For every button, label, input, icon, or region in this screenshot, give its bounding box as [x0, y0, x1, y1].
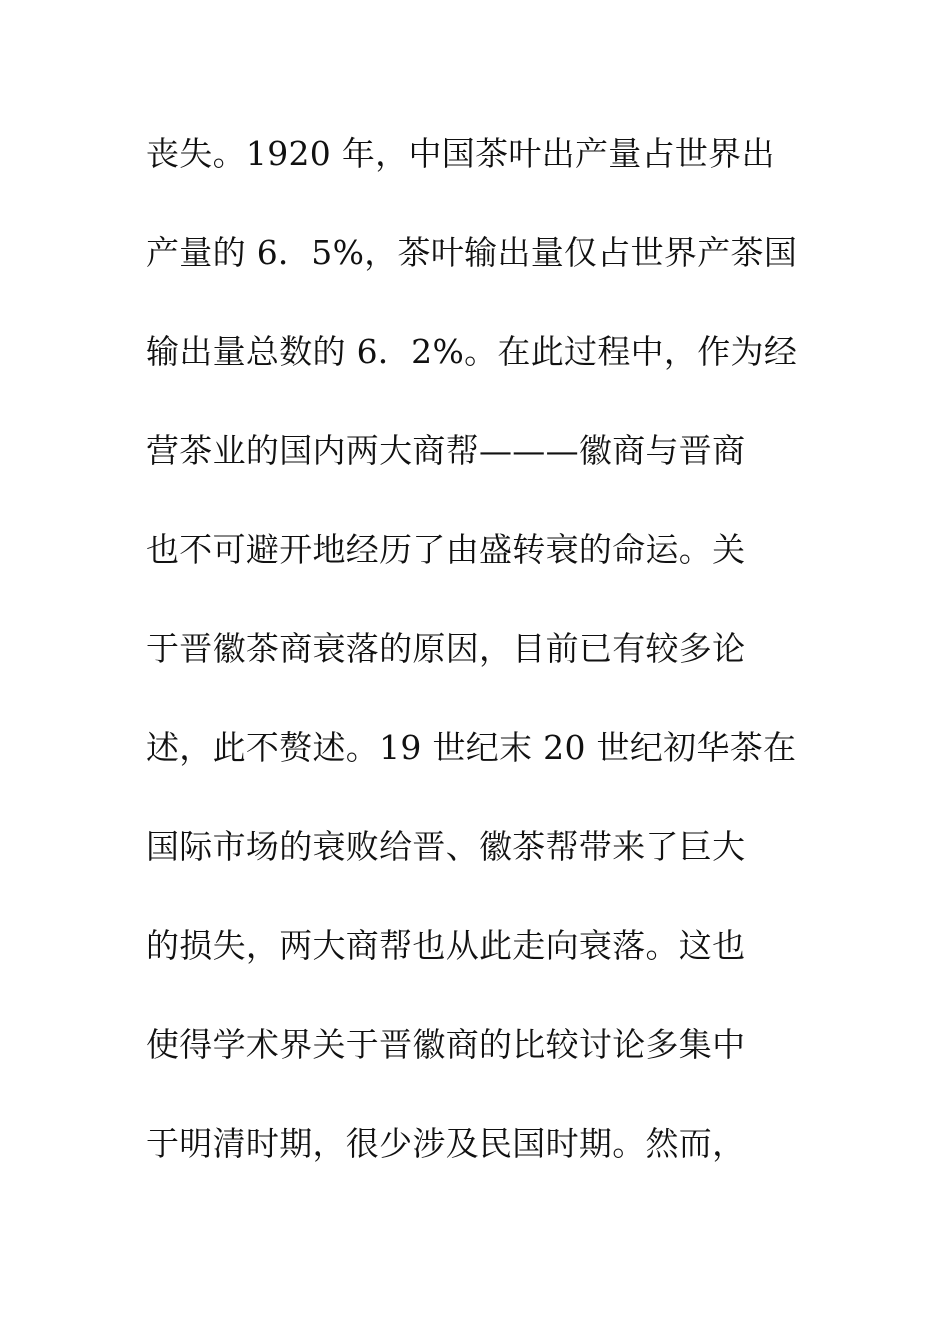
text-line-1: 丧失。1920 年，中国茶叶出产量占世界出 [146, 134, 775, 173]
text-line-4: 营茶业的国内两大商帮———徽商与晋商 [146, 431, 746, 470]
text-line-7: 述，此不赘述。19 世纪末 20 世纪初华茶在 [146, 728, 797, 767]
text-line-11: 于明清时期，很少涉及民国时期。然而， [146, 1124, 746, 1163]
text-line-2: 产量的 6．5%，茶叶输出量仅占世界产茶国 [146, 233, 798, 272]
text-line-9: 的损失，两大商帮也从此走向衰落。这也 [146, 926, 746, 965]
text-line-3: 输出量总数的 6．2%。在此过程中，作为经 [146, 332, 798, 371]
body-text [146, 128, 826, 1217]
text-line-10: 使得学术界关于晋徽商的比较讨论多集中 [146, 1025, 746, 1064]
text-line-5: 也不可避开地经历了由盛转衰的命运。关 [146, 530, 746, 569]
text-line-8: 国际市场的衰败给晋、徽茶帮带来了巨大 [146, 827, 746, 866]
text-line-6: 于晋徽茶商衰落的原因，目前已有较多论 [146, 629, 746, 668]
